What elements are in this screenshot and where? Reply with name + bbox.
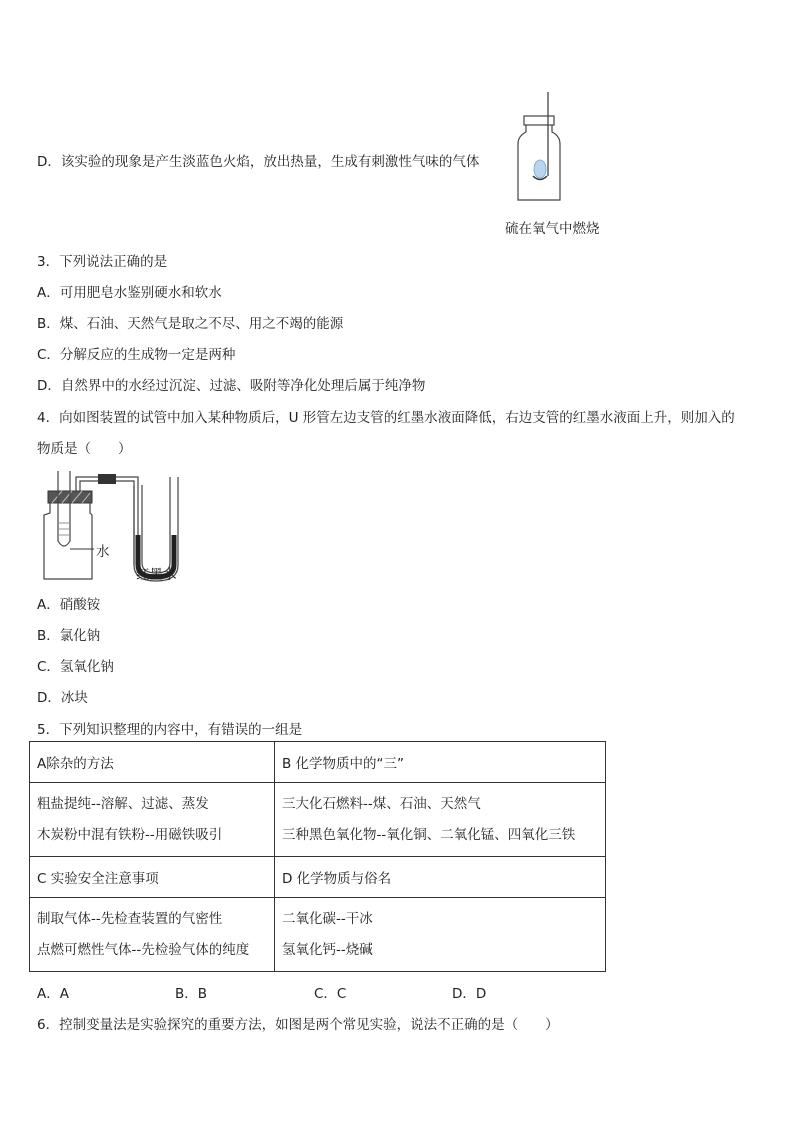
table-cell-b bbox=[275, 783, 606, 857]
q4-label-red-ink: 红墨水 bbox=[136, 567, 177, 583]
table-cell-d bbox=[275, 898, 606, 972]
table-header-d: D 化学物质与俗名 bbox=[275, 857, 606, 898]
table-cell-c bbox=[30, 898, 275, 972]
q5-option-c: C．C bbox=[314, 986, 347, 1002]
q2-option-d: D．该实验的现象是产生淡蓝色火焰，放出热量，生成有刺激性气味的气体 bbox=[37, 154, 480, 170]
table-cell-a-line2: 木炭粉中混有铁粉--用磁铁吸引 bbox=[37, 826, 223, 843]
table-header-c: C 实验安全注意事项 bbox=[30, 857, 275, 898]
q4-option-a: A．硝酸铵 bbox=[37, 597, 101, 613]
q5-stem: 5．下列知识整理的内容中，有错误的一组是 bbox=[37, 722, 303, 738]
table-cell-a-line1: 粗盐提纯--溶解、过滤、蒸发 bbox=[37, 795, 209, 812]
q4-label-water: 水 bbox=[96, 544, 110, 560]
q3-option-d: D．自然界中的水经过沉淀、过滤、吸附等净化处理后属于纯净物 bbox=[37, 378, 426, 394]
q5-option-b: B．B bbox=[175, 986, 208, 1002]
q5-knowledge-table bbox=[29, 741, 606, 972]
table-header-a: A除杂的方法 bbox=[30, 742, 275, 783]
table-cell-b-line1: 三大化石燃料--煤、石油、天然气 bbox=[282, 795, 481, 812]
table-cell-b-line2: 三种黑色氧化物--氧化铜、二氧化锰、四氧化三铁 bbox=[282, 826, 576, 843]
q5-option-a: A．A bbox=[37, 986, 69, 1002]
q5-option-d: D．D bbox=[452, 986, 487, 1002]
table-header-b: B 化学物质中的“三” bbox=[275, 742, 606, 783]
table-cell-d-line2: 氢氧化钙--烧碱 bbox=[282, 941, 373, 958]
q4-option-b: B．氯化钠 bbox=[37, 628, 101, 644]
q2-figure-caption: 硫在氧气中燃烧 bbox=[505, 221, 600, 237]
q6-stem: 6．控制变量法是实验探究的重要方法，如图是两个常见实验，说法不正确的是（ ） bbox=[37, 1017, 559, 1033]
q3-option-b: B．煤、石油、天然气是取之不尽、用之不竭的能源 bbox=[37, 316, 344, 332]
q3-option-a: A．可用肥皂水鉴别硬水和软水 bbox=[37, 285, 222, 301]
table-cell-d-line1: 二氧化碳--干冰 bbox=[282, 910, 373, 927]
table-cell-c-line2: 点燃可燃性气体--先检验气体的纯度 bbox=[37, 941, 250, 958]
q4-stem-line2: 物质是（ ） bbox=[37, 441, 132, 457]
q4-stem-line1: 4．向如图装置的试管中加入某种物质后，U 形管左边支管的红墨水液面降低，右边支管的红墨水液面上升，则加入的 bbox=[37, 410, 735, 426]
q3-option-c: C．分解反应的生成物一定是两种 bbox=[37, 347, 236, 363]
table-cell-a bbox=[30, 783, 275, 857]
sulfur-combustion-figure bbox=[510, 92, 570, 212]
q4-option-d: D．冰块 bbox=[37, 690, 88, 706]
q3-stem: 3．下列说法正确的是 bbox=[37, 254, 168, 270]
table-cell-c-line1: 制取气体--先检查装置的气密性 bbox=[37, 910, 223, 927]
q4-option-c: C．氢氧化钠 bbox=[37, 659, 114, 675]
